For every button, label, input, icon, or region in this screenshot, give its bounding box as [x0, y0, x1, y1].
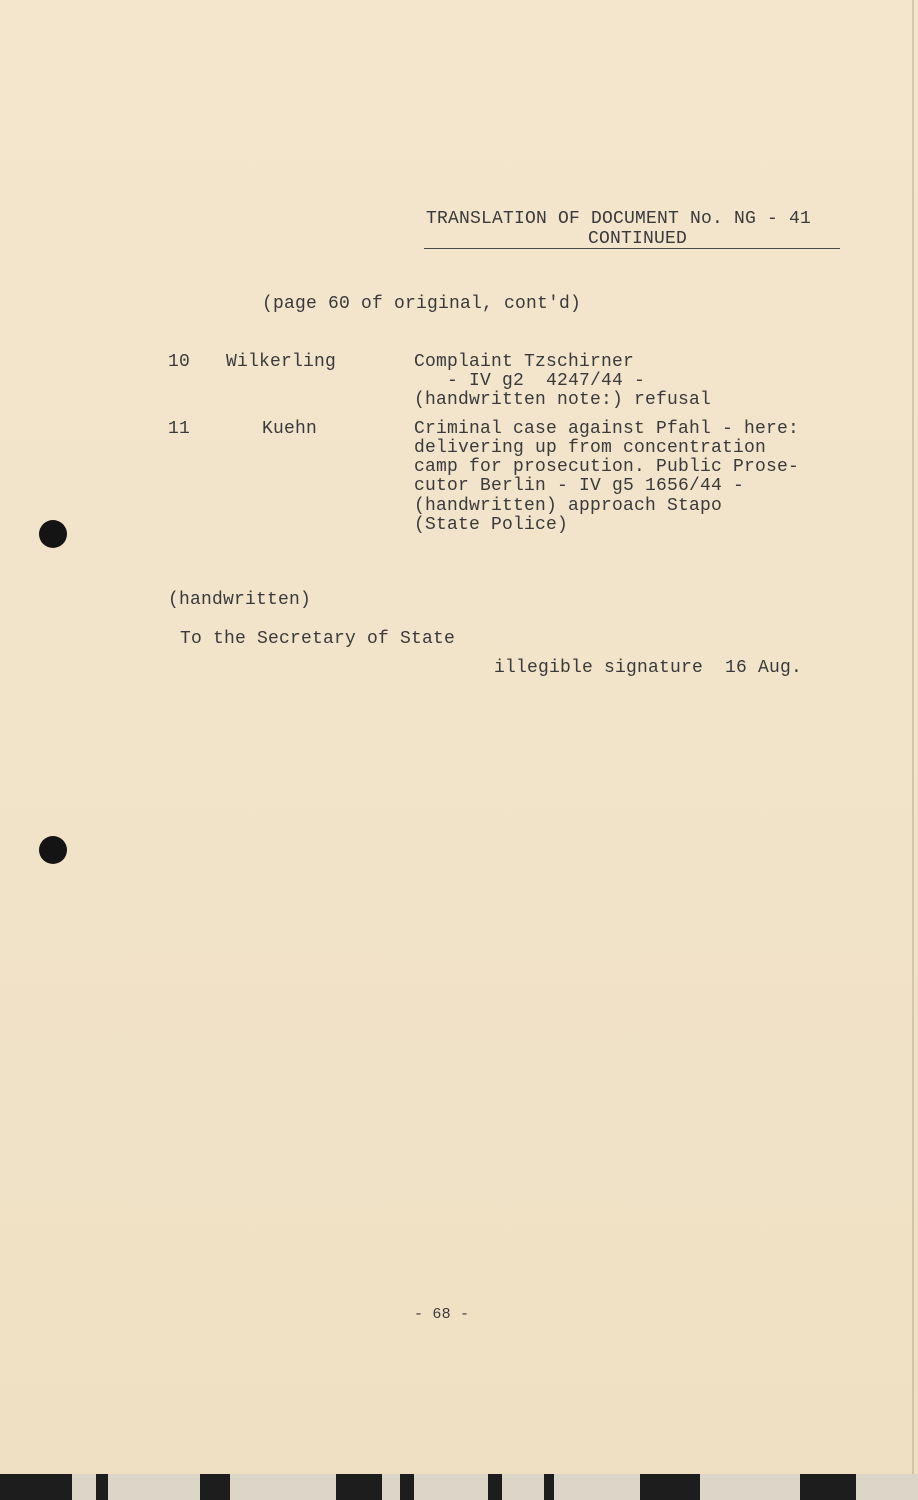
scan-mark [200, 1474, 230, 1500]
entry-text-line: (handwritten) approach Stapo [414, 496, 723, 516]
page-reference: (page 60 of original, cont'd) [262, 294, 582, 314]
scan-mark [488, 1474, 502, 1500]
signature-line: illegible signature 16 Aug. [494, 658, 803, 678]
entry-text-line: delivering up from concentration [414, 438, 767, 458]
entry-text-line: - IV g2 4247/44 - [414, 371, 646, 391]
page-edge [912, 0, 914, 1475]
scan-mark [544, 1474, 554, 1500]
addressee-line: To the Secretary of State [180, 629, 456, 649]
scan-edge-strip [0, 1474, 918, 1500]
punch-hole [39, 520, 67, 548]
entry-number: 10 [168, 352, 191, 372]
entry-name: Wilkerling [226, 352, 337, 372]
scan-mark [640, 1474, 700, 1500]
entry-text-line: (handwritten note:) refusal [414, 390, 712, 410]
entry-text-line: cutor Berlin - IV g5 1656/44 - [414, 476, 745, 496]
scan-mark [96, 1474, 108, 1500]
entry-text-line: camp for prosecution. Public Prose- [414, 457, 800, 477]
punch-hole [39, 836, 67, 864]
entry-text-line: Complaint Tzschirner [414, 352, 635, 372]
header-continued: CONTINUED [588, 229, 688, 249]
scan-mark [800, 1474, 856, 1500]
entry-text-line: (State Police) [414, 515, 569, 535]
scan-mark [400, 1474, 414, 1500]
handwritten-label: (handwritten) [168, 590, 312, 610]
header-underline [424, 248, 840, 249]
entry-number: 11 [168, 419, 191, 439]
entry-text-line: Criminal case against Pfahl - here: [414, 419, 800, 439]
header-title: TRANSLATION OF DOCUMENT No. NG - 41 [426, 209, 812, 229]
page-number: - 68 - [414, 1306, 470, 1323]
scan-mark [336, 1474, 382, 1500]
scan-mark [0, 1474, 72, 1500]
entry-name: Kuehn [262, 419, 318, 439]
